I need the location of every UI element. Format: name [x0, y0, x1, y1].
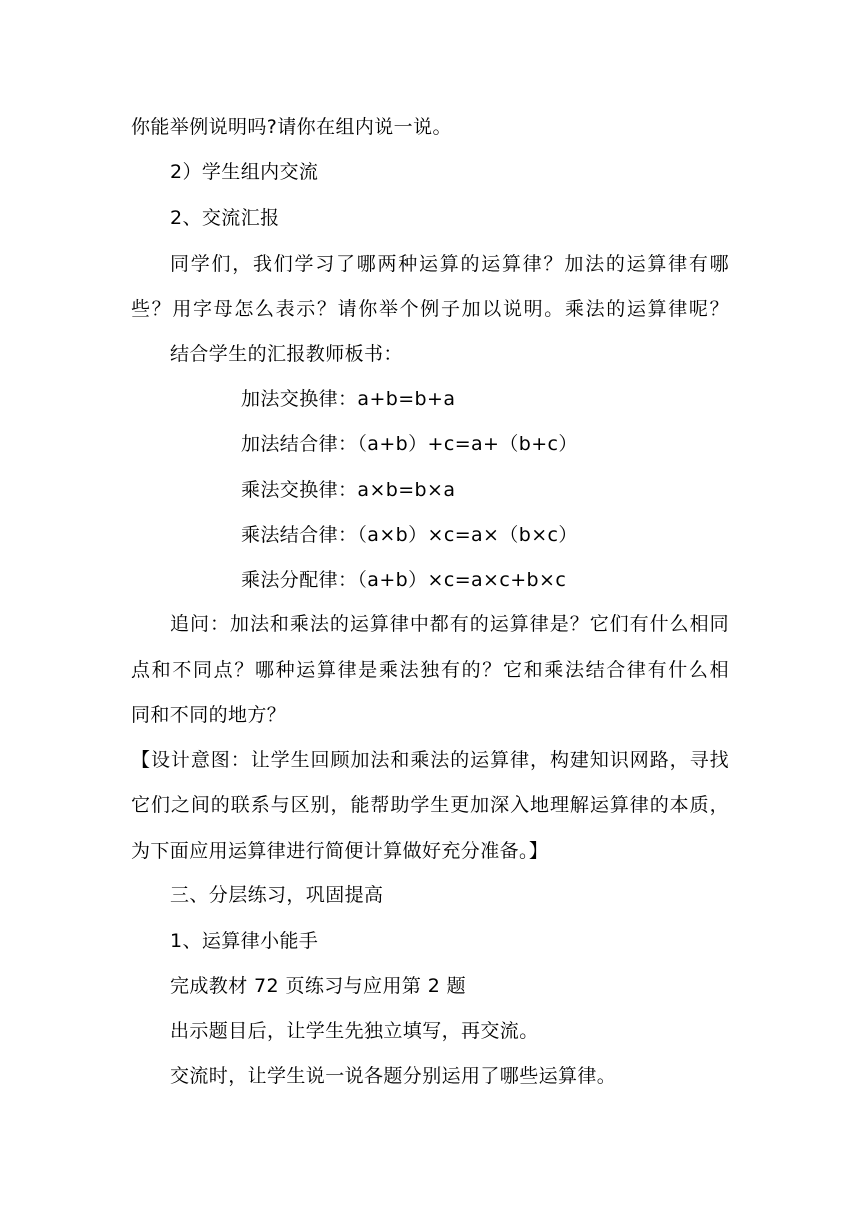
board-intro: 结合学生的汇报教师板书： — [170, 343, 403, 365]
law-mul-associative: 乘法结合律：（a×b）×c=a×（b×c） — [241, 524, 578, 546]
law-add-associative: 加法结合律：（a+b）+c=a+（b+c） — [241, 433, 578, 455]
subsection-heading: 1、运算律小能手 — [170, 930, 319, 952]
law-mul-distributive: 乘法分配律：（a+b）×c=a×c+b×c — [241, 569, 567, 591]
section-three-heading: 三、分层练习，巩固提高 — [170, 884, 384, 906]
design-intent-line-1: 【设计意图：让学生回顾加法和乘法的运算律，构建知识网路，寻找 — [131, 749, 729, 771]
procedure-line-1: 出示题目后，让学生先独立填写，再交流。 — [170, 1020, 539, 1042]
question-line-2: 些？用字母怎么表示？请你举个例子加以说明。乘法的运算律呢？ — [131, 298, 729, 320]
question-line-1: 同学们，我们学习了哪两种运算的运算律？加法的运算律有哪 — [170, 253, 729, 275]
section-heading: 2、交流汇报 — [170, 207, 280, 229]
design-intent-line-3: 为下面应用运算律进行简便计算做好充分准备。】 — [131, 840, 549, 862]
followup-line-3: 同和不同的地方？ — [131, 704, 287, 726]
law-add-commutative: 加法交换律：a+b=b+a — [241, 388, 456, 410]
exercise-instruction: 完成教材 72 页练习与应用第 2 题 — [170, 975, 467, 997]
followup-line-1: 追问：加法和乘法的运算律中都有的运算律是？它们有什么相同 — [170, 613, 729, 635]
law-mul-commutative: 乘法交换律：a×b=b×a — [241, 479, 456, 501]
paragraph-continuation: 你能举例说明吗?请你在组内说一说。 — [131, 116, 452, 138]
step-2-label: 2）学生组内交流 — [170, 161, 319, 183]
design-intent-line-2: 它们之间的联系与区别，能帮助学生更加深入地理解运算律的本质， — [131, 794, 729, 816]
followup-line-2: 点和不同点？哪种运算律是乘法独有的？它和乘法结合律有什么相 — [131, 659, 729, 681]
procedure-line-2: 交流时，让学生说一说各题分别运用了哪些运算律。 — [170, 1065, 617, 1087]
